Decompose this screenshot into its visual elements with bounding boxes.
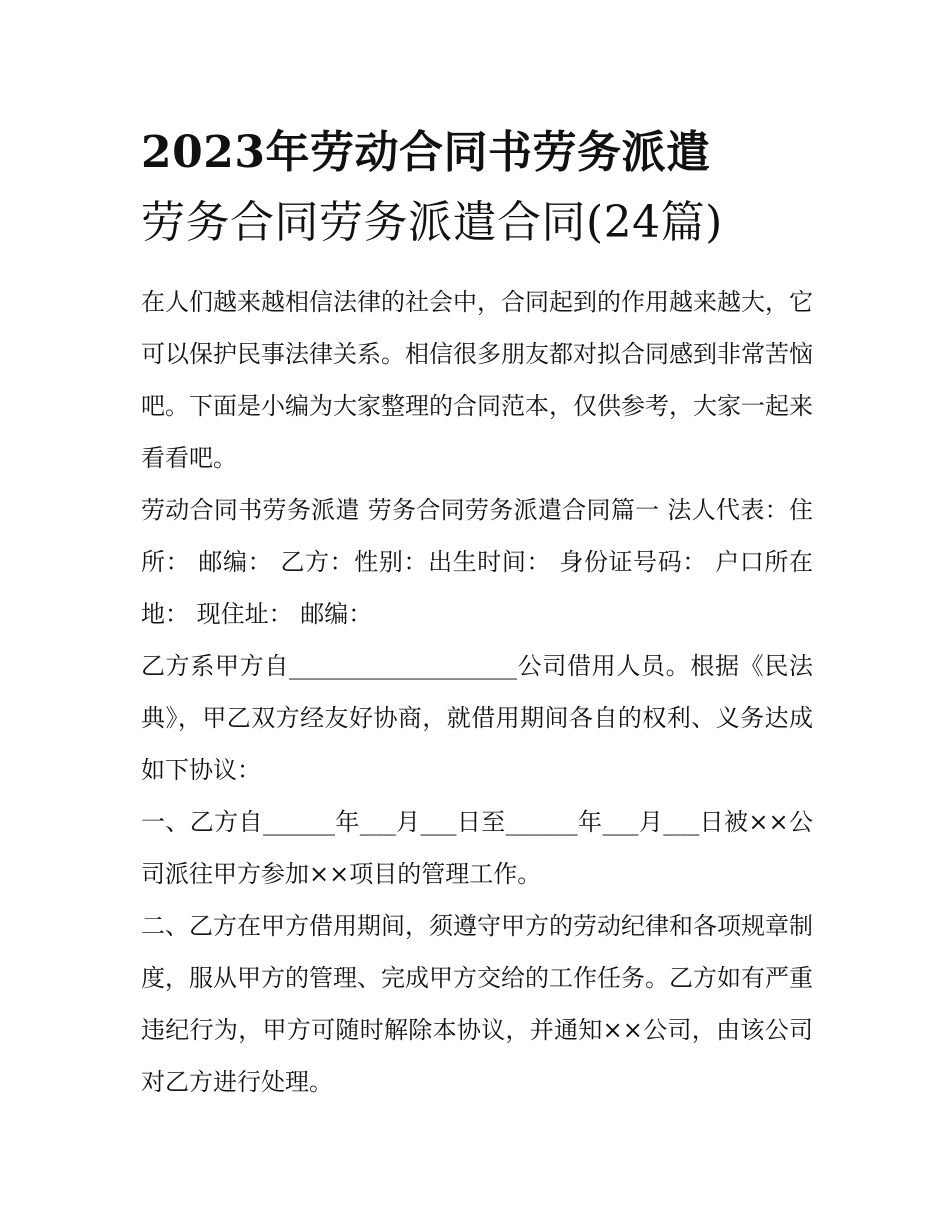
document-title: [141, 118, 813, 258]
agreement-paragraph: 乙方系甲方自___________________公司借用人员。根据《民法典》，甲乙双方经友好协商，就借用期间各自的权利、义务达成如下协议：: [141, 652, 813, 784]
clause-2-paragraph: 二、乙方在甲方借用期间，须遵守甲方的劳动纪律和各项规章制度，服从甲方的管理、完成甲方交给的工作任务。乙方如有严重违纪行为，甲方可随时解除本协议，并通知××公司，由该公司对乙方进行处理。: [141, 912, 813, 1096]
parties-paragraph: 劳动合同书劳务派遣 劳务合同劳务派遣合同篇一 法人代表：住所： 邮编： 乙方：性别：出生时间： 身份证号码： 户口所在地： 现住址： 邮编：: [141, 496, 813, 628]
clause-1-paragraph: 一、乙方自______年___月___日至______年___月___日被××公司派往甲方参加××项目的管理工作。: [141, 808, 813, 888]
title-line-2: 劳务合同劳务派遣合同(24篇): [141, 197, 723, 248]
document-page: [141, 118, 813, 1108]
intro-paragraph: 在人们越来越相信法律的社会中，合同起到的作用越来越大，它可以保护民事法律关系。相信很多朋友都对拟合同感到非常苦恼吧。下面是小编为大家整理的合同范本，仅供参考，大家一起来看看吧。: [141, 288, 813, 472]
title-line-1: 2023年劳动合同书劳务派遣: [141, 127, 711, 178]
